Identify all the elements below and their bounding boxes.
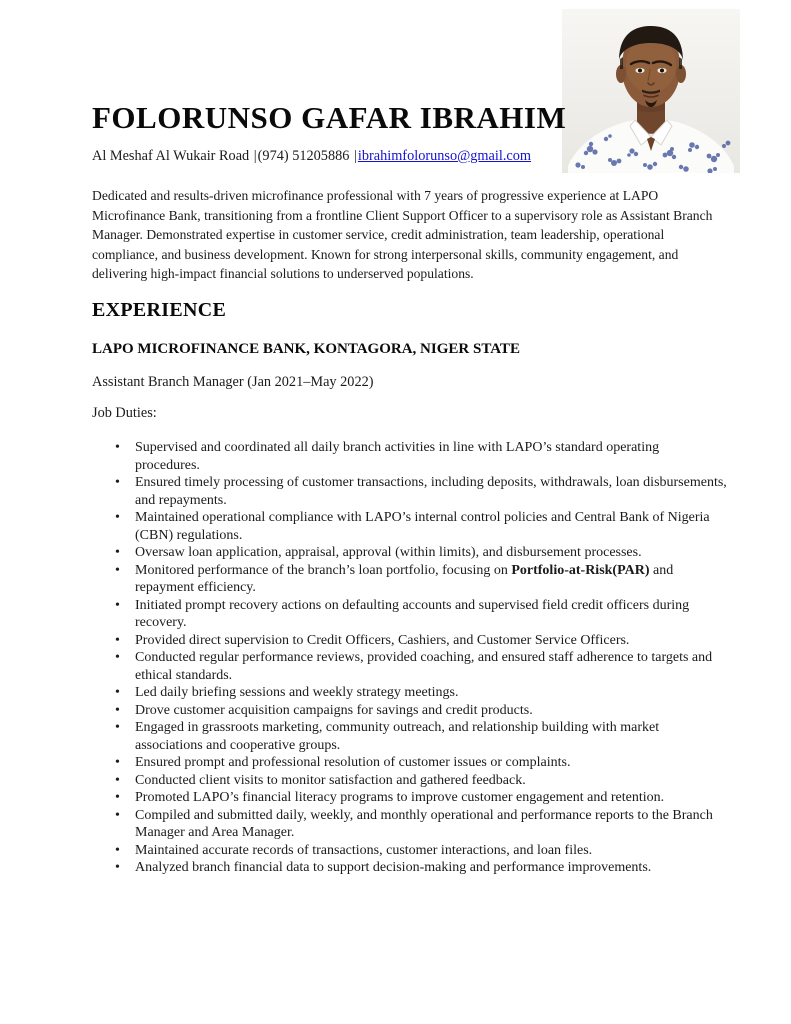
duty-item: • Led daily briefing sessions and weekly strategy meetings.: [92, 684, 727, 702]
duty-item: • Provided direct supervision to Credit Officers, Cashiers, and Customer Service Officers.: [92, 632, 727, 650]
contact-divider: |: [353, 148, 357, 164]
duty-item: • Ensured timely processing of customer transactions, including deposits, withdrawals, loan disbursements, and repayments.: [92, 474, 727, 509]
duty-item: • Oversaw loan application, appraisal, approval (within limits), and disbursement processes.: [92, 544, 727, 562]
contact-address: Al Meshaf Al Wukair Road: [92, 148, 253, 164]
duties-list: [92, 439, 727, 877]
duty-item: • Analyzed branch financial data to support decision-making and performance improvements.: [92, 859, 727, 877]
duty-item: • Monitored performance of the branch’s loan portfolio, focusing on Portfolio-at-Risk(PAR) and repayment efficiency.: [92, 562, 727, 597]
duty-item: • Conducted client visits to monitor satisfaction and gathered feedback.: [92, 772, 727, 790]
duty-bold-text: Portfolio-at-Risk(PAR): [511, 562, 650, 578]
duty-item: • Initiated prompt recovery actions on defaulting accounts and supervised field credit officers during recovery.: [92, 597, 727, 632]
duty-item: • Supervised and coordinated all daily branch activities in line with LAPO’s standard operating procedures.: [92, 439, 727, 474]
contact-divider: |: [253, 148, 257, 164]
candidate-name: FOLORUNSO GAFAR IBRAHIM: [92, 100, 567, 135]
duty-item: • Engaged in grassroots marketing, community outreach, and relationship building with market associations and cooperative groups.: [92, 719, 727, 754]
duty-item: • Maintained accurate records of transactions, customer interactions, and loan files.: [92, 842, 727, 860]
duty-item: • Compiled and submitted daily, weekly, and monthly operational and performance reports to the Branch Manager and Area Manager.: [92, 807, 727, 842]
employer-name: LAPO MICROFINANCE BANK, KONTAGORA, NIGER STATE: [92, 341, 520, 357]
experience-section-title: EXPERIENCE: [92, 299, 227, 321]
email-link[interactable]: ibrahimfolorunso@gmail.com: [357, 148, 532, 164]
professional-summary: Dedicated and results-driven microfinance professional with 7 years of progressive experience at LAPO Microfinance Bank, transitioning from a frontline Client Support Officer to a supervisory role as Assistant Branch Manager. Demonstrated expertise in customer service, credit administration, team leadership, operational compliance, and business development. Known for strong interpersonal skills, community engagement, and delivering high-impact financial solutions to underserved populations.: [92, 188, 713, 281]
duty-item: • Conducted regular performance reviews, provided coaching, and ensured staff adherence to targets and ethical standards.: [92, 649, 727, 684]
duty-item: • Promoted LAPO’s financial literacy programs to improve customer engagement and retention.: [92, 789, 727, 807]
job-title-and-dates: Assistant Branch Manager (Jan 2021–May 2022): [92, 374, 374, 390]
duty-item: • Ensured prompt and professional resolution of customer issues or complaints.: [92, 754, 727, 772]
contact-line: [92, 148, 727, 165]
job-duties-label: Job Duties:: [92, 405, 157, 421]
contact-phone: (974) 51205886: [257, 148, 353, 164]
duty-item: • Maintained operational compliance with LAPO’s internal control policies and Central Bank of Nigeria (CBN) regulations.: [92, 509, 727, 544]
duty-item: • Drove customer acquisition campaigns for savings and credit products.: [92, 702, 727, 720]
